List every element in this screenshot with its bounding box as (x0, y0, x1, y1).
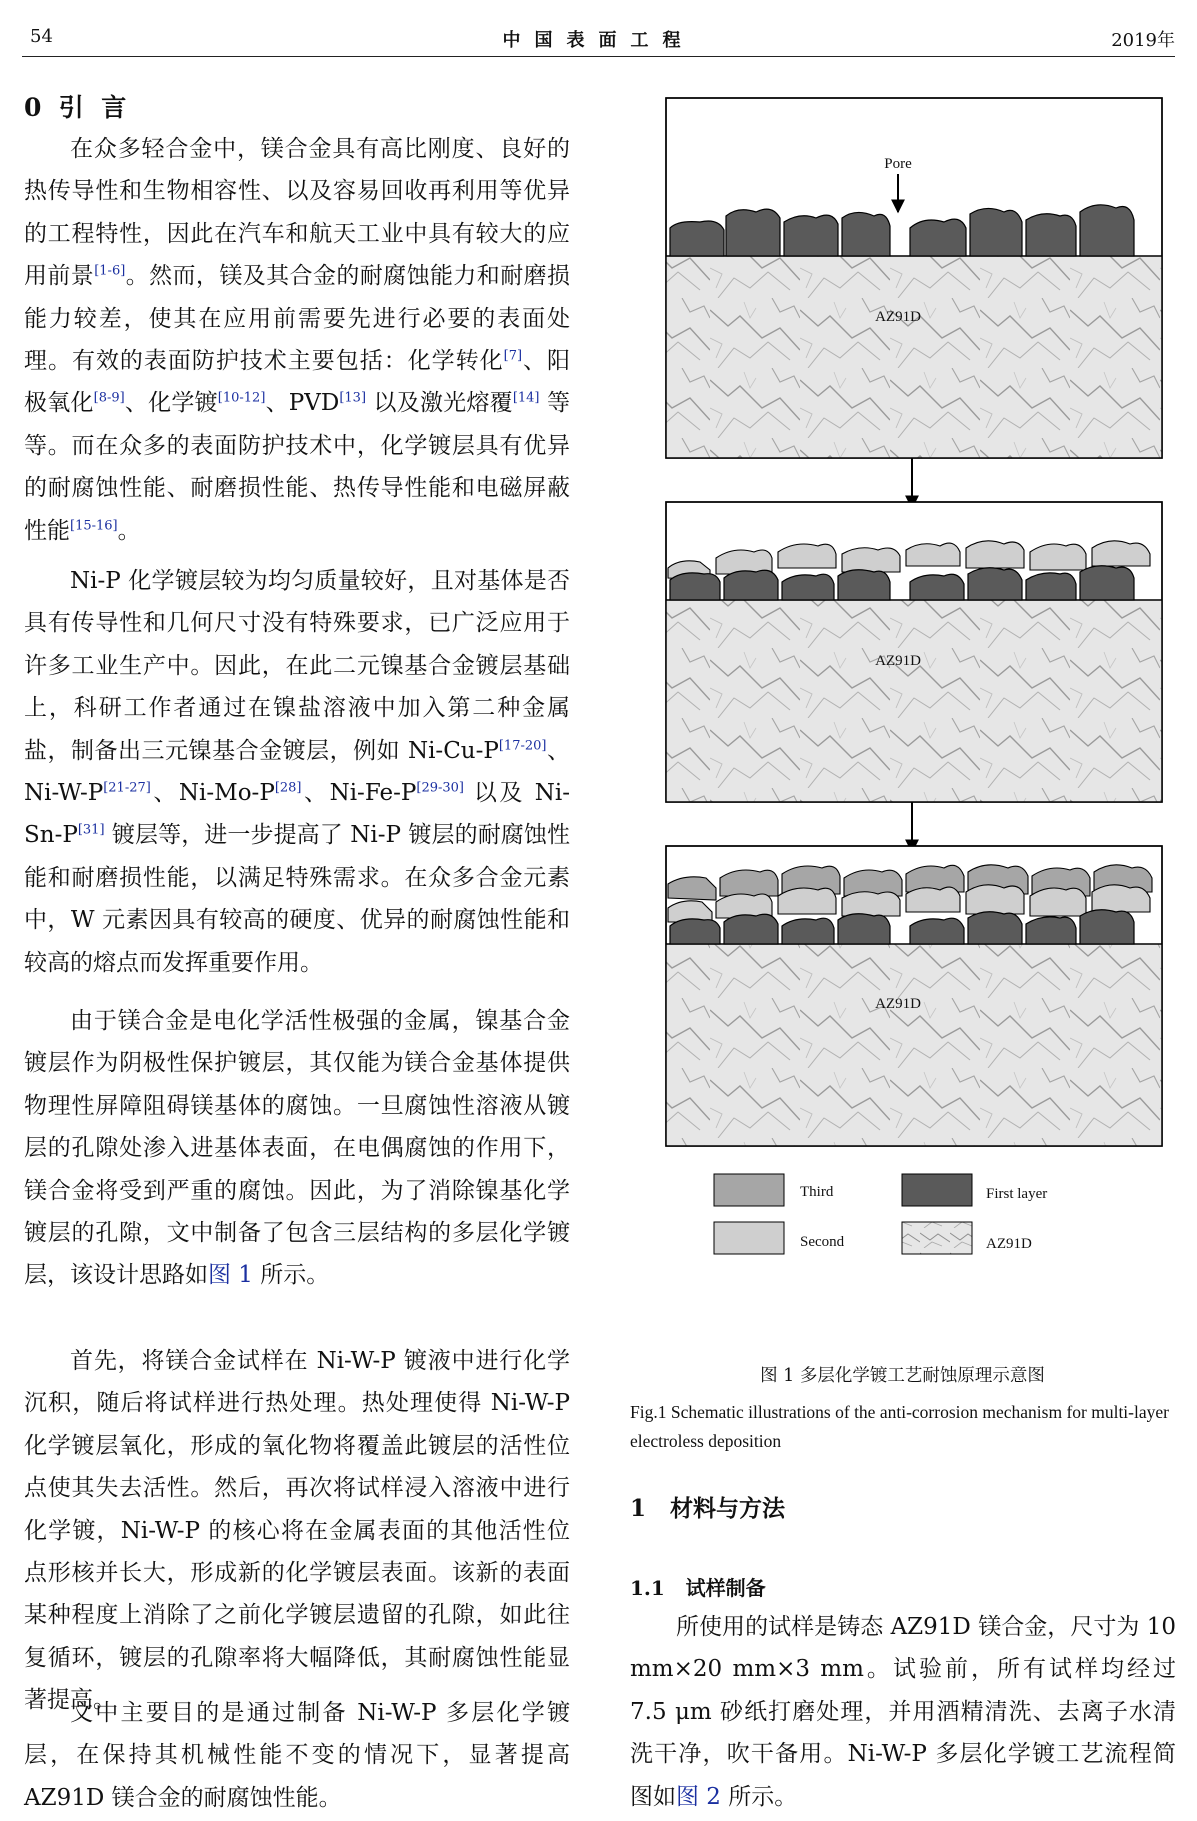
citation-link[interactable]: [10-12] (217, 390, 266, 406)
legend-label-second: Second (800, 1234, 845, 1250)
citation-link[interactable]: [21-27] (103, 780, 151, 796)
page-number: 54 (30, 26, 53, 47)
section-1-title: 1 材料与方法 (630, 1495, 786, 1522)
legend-swatch-substrate (902, 1222, 972, 1254)
legend-swatch-third (714, 1174, 784, 1206)
figure-1-caption-cn: 图 1 多层化学镀工艺耐蚀原理示意图 (760, 1366, 1045, 1386)
citation-link[interactable]: [28] (274, 780, 302, 796)
substrate-label: AZ91D (875, 996, 921, 1012)
stage-1-panel (666, 98, 1162, 458)
citation-link[interactable]: [7] (503, 348, 523, 364)
pore-label: Pore (884, 156, 912, 172)
figure-legend (714, 1174, 1047, 1254)
legend-swatch-first (902, 1174, 972, 1206)
citation-link[interactable]: [8-9] (93, 390, 125, 406)
citation-link[interactable]: [13] (339, 390, 367, 406)
intro-paragraph-2: Ni-P 化学镀层较为均匀质量较好，且对基体是否具有传导性和几何尺寸没有特殊要求，已广泛应用于许多工业生产中。因此，在此二元镍基合金镀层基础上，科研工作者通过在镍盐溶液中加入第二种金属盐，制备出三元镍基合金镀层，例如 Ni-Cu-P[17-20]、Ni-W-P[21-27]、Ni-Mo-P[28]、Ni-Fe-P[29-30] 以及 Ni-Sn-P[31] 镀层等，进一步提高了 Ni-P 镀层的耐腐蚀性能和耐磨损性能，以满足特殊需求。在众多合金元素中，W 元素因具有较高的硬度、优异的耐腐蚀性能和较高的熔点而发挥重要作用。 (24, 568, 570, 976)
citation-link[interactable]: [29-30] (416, 780, 464, 796)
figure-2-link[interactable]: 图 2 (676, 1783, 721, 1810)
legend-label-third: Third (800, 1184, 834, 1200)
section-1-1-paragraph: 所使用的试样是铸态 AZ91D 镁合金，尺寸为 10 mm×20 mm×3 mm。试验前，所有试样均经过 7.5 μm 砂纸打磨处理，并用酒精清洗、去离子水清洗干净，吹干备用。Ni-W-P 多层化学镀工艺流程简图如图 2 所示。 (630, 1614, 1176, 1810)
legend-swatch-second (714, 1222, 784, 1254)
citation-link[interactable]: [1-6] (94, 263, 126, 279)
journal-year: 2019年 (1111, 30, 1175, 51)
section-0-title: 0 引 言 (24, 93, 127, 122)
substrate-label: AZ91D (875, 309, 921, 325)
figure-1-link[interactable]: 图 1 (208, 1262, 253, 1289)
figure-1-caption-en: Fig.1 Schematic illustrations of the anti-corrosion mechanism for multi-layer electroless deposition (630, 1402, 1169, 1451)
intro-paragraph-5: 文中主要目的是通过制备 Ni-W-P 多层化学镀层，在保持其机械性能不变的情况下，显著提高 AZ91D 镁合金的耐腐蚀性能。 (24, 1700, 570, 1811)
intro-paragraph-3: 由于镁合金是电化学活性极强的金属，镍基合金镀层作为阴极性保护镀层，其仅能为镁合金基体提供物理性屏障阻碍镁基体的腐蚀。一旦腐蚀性溶液从镀层的孔隙处渗入进基体表面，在电偶腐蚀的作用下，镁合金将受到严重的腐蚀。因此，为了消除镍基化学镀层的孔隙，文中制备了包含三层结构的多层化学镀层，该设计思路如图 1 所示。 (24, 1008, 570, 1289)
journal-title: 中国表面工程 (502, 30, 695, 51)
legend-label-substrate: AZ91D (986, 1236, 1032, 1252)
substrate-label: AZ91D (875, 653, 921, 669)
figure-1-diagram (620, 88, 1180, 1378)
citation-link[interactable]: [15-16] (70, 518, 118, 533)
intro-paragraph-4: 首先，将镁合金试样在 Ni-W-P 镀液中进行化学沉积，随后将试样进行热处理。热处理使得 Ni-W-P 化学镀层氧化，形成的氧化物将覆盖此镀层的活性位点使其失去活性。然后，再次将试样浸入溶液中进行化学镀，Ni-W-P 的核心将在金属表面的其他活性位点形核并长大，形成新的化学镀层表面。该新的表面某种程度上消除了之前化学镀层遗留的孔隙，如此往复循环，镀层的孔隙率将大幅降低，其耐腐蚀性能显著提高。 (24, 1348, 570, 1714)
citation-link[interactable]: [17-20] (498, 737, 547, 753)
stage-2-panel (666, 502, 1162, 802)
legend-label-first: First layer (986, 1186, 1048, 1202)
citation-link[interactable]: [31] (77, 822, 105, 838)
subsection-1-1-title: 1.1 试样制备 (630, 1576, 766, 1600)
intro-paragraph-1: 在众多轻合金中，镁合金具有高比刚度、良好的热传导性和生物相容性、以及容易回收再利用等优异的工程特性，因此在汽车和航天工业中具有较大的应用前景[1-6]。然而，镁及其合金的耐腐蚀能力和耐磨损能力较差，使其在应用前需要先进行必要的表面处理。有效的表面防护技术主要包括：化学转化[7]、阳极氧化[8-9]、化学镀[10-12]、PVD[13] 以及激光熔覆[14] 等等。而在众多的表面防护技术中，化学镀层具有优异的耐腐蚀性能、耐磨损性能、热传导性能和电磁屏蔽性能[15-16]。 (24, 136, 571, 544)
header-rule (22, 56, 1175, 57)
citation-link[interactable]: [14] (512, 390, 540, 406)
stage-3-panel (666, 846, 1162, 1146)
